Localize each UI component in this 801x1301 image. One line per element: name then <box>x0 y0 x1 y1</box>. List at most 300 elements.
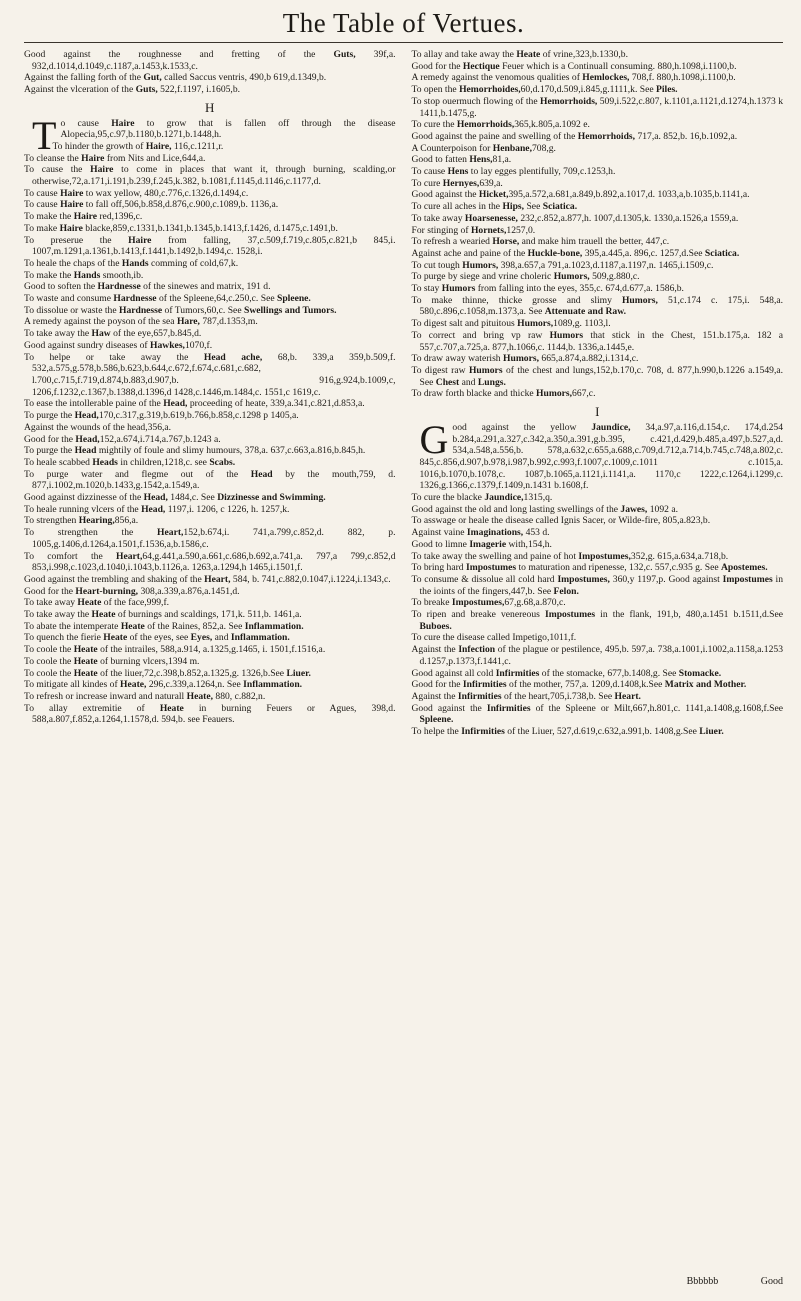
entry-keyword: Impostumes, <box>578 550 631 562</box>
entry-keyword: Haire <box>81 152 105 164</box>
index-entry <box>412 562 784 574</box>
entry-keyword: Hoarsenesse, <box>464 212 518 224</box>
entry-text: 1197,i. 1206, c 1226, h. 1257,k. <box>165 503 290 515</box>
index-entry <box>24 691 396 703</box>
footer <box>687 1276 783 1287</box>
section-letter: H <box>205 99 215 115</box>
entry-text: 717,a. 852,b. 16,b.1092,a. <box>635 130 738 142</box>
entry-text: smooth,ib. <box>100 269 144 281</box>
entry-text: To breake <box>411 597 452 609</box>
entry-text: 1257,0. <box>506 224 536 236</box>
entry-keyword: Attenuate and Raw. <box>544 306 627 318</box>
entry-text: Good for the <box>411 679 463 691</box>
entry-keyword: Hectique <box>462 60 500 72</box>
entry-keyword: Infirmities <box>462 679 507 691</box>
entry-text: in the ioints of the fingers,447,b. See <box>419 573 783 597</box>
entry-text: 708,f. 880,h.1098,i.1100,b. <box>629 72 736 84</box>
entry-keyword: Dizzinesse and Swimming. <box>217 492 326 504</box>
entry-text: mightily of foule and slimy humours, 378,a. 637,c.663,a.816,b.845,h. <box>96 445 366 457</box>
entry-text: To take away the swelling and paine of hot <box>411 550 579 562</box>
entry-text: 60,d.170,d.509,i.845,g.1111,k. See <box>520 84 656 96</box>
entry-keyword: Humors, <box>553 271 590 283</box>
section-letter: I <box>595 404 600 420</box>
index-entry <box>24 235 396 258</box>
index-entry <box>412 609 784 632</box>
entry-keyword: Hemlockes, <box>582 72 630 84</box>
entry-keyword: Heads <box>92 456 118 468</box>
index-entry <box>412 295 784 318</box>
entry-text: in children,1218,c. see <box>117 456 210 468</box>
entry-keyword: Haire <box>111 117 135 129</box>
index-entry <box>24 84 396 96</box>
index-entry <box>24 223 396 235</box>
entry-keyword: Hens <box>447 166 469 178</box>
entry-text: 68,b. 339,a 359,b.509,f. 532,a.575,g.578,b.586,b.623,b.644,c.672,f.674,c.681,c.682, l.700,c.715,f.719,d.874,b.883,d.907,b. 916,g.924,b.1009,c, 1206,f.1232,c.1367,b.1388,d.1396,d 1428,c.1446,m.1484,c. 1551,c 1619,c. <box>32 351 396 398</box>
entry-text: 34,a.97,a.116,d.154,c. 174,d.254 b.284,a.291,a.327,c.342,a.350,a.391,g.b.395, c.421,d.429,b.485,a.497,b.527,a,d. 534,a.548,a.556,b. 578,a.632,c.655,a.688,c.709,d.712,a.714,b.745,c.748,a.802,c. 845,c.856,d.907,b.978,i.987,b.992,c.993,f.1007,c.1009,c.1011 c.1015,a. 1016,b.1070,b.1078,c. 1087,b.1065,a.1121,i.1141,a. 1170,c 1222,c.1264,i.1299,c. 1326,g.1366,c.1379,f.1409,n.1431 b.1608,f. <box>419 421 784 492</box>
entry-keyword: Infirmities <box>486 702 531 714</box>
index-entry <box>412 416 784 492</box>
entry-text: 1484,c. See <box>167 492 218 504</box>
entry-keyword: Head <box>250 468 273 480</box>
entry-text: 296,c.339,a.1264,n. See <box>146 679 244 691</box>
entry-text: red,1396,c. <box>96 211 143 223</box>
entry-text: of the liuer,72,c.398,b.852,a.1325,g. 1326,b.See <box>97 667 287 679</box>
entry-text: of vrine,323,b.1330,b. <box>540 49 628 60</box>
entry-text: To make the <box>24 269 74 281</box>
entry-keyword: Heate, <box>186 690 213 702</box>
entry-keyword: Humors, <box>621 294 658 306</box>
index-entry <box>24 668 396 680</box>
entry-keyword: Scabs. <box>209 456 236 468</box>
entry-text: Against the falling forth of the <box>24 72 144 84</box>
entry-text: that stick in the Chest, 151.b.175,a. 182 a 557,c.707,a.725,a. 877,h.1066,c. 1144,b. 1336,a.1445,e. <box>419 329 783 353</box>
entry-text: To open the <box>411 84 460 96</box>
entry-text: 856,a. <box>114 515 139 527</box>
entry-text: of burnings and scaldings, 171,k. 511,b. 1461,a. <box>115 609 302 621</box>
entry-keyword: Hens, <box>469 154 493 166</box>
entry-text: 665,a.874,a.882,i.1314,c. <box>539 353 639 365</box>
entry-text: 708,g. <box>531 142 556 154</box>
entry-keyword: Liuer. <box>699 726 724 738</box>
index-entry <box>412 225 784 237</box>
index-entry <box>412 189 784 201</box>
index-entry <box>24 597 396 609</box>
entry-keyword: Head ache, <box>203 351 263 363</box>
index-entry <box>412 49 784 61</box>
entry-text: 365,k.805,a.1092 e. <box>514 119 590 131</box>
entry-text: To ripen and breake venereous <box>411 609 545 621</box>
entry-keyword: Inflammation. <box>244 620 304 632</box>
entry-keyword: Hearing, <box>78 515 115 527</box>
entry-text: To strengthen <box>24 515 79 527</box>
entry-keyword: Humors <box>468 364 503 376</box>
entry-text: 395,a.572,a.681,a.849,b.892,a.1017,d. 1033,a,b.1035,b.1141,a. <box>508 189 750 201</box>
entry-text: To allay extremitie of <box>24 702 160 714</box>
entry-keyword: Chest <box>435 376 460 388</box>
entry-text: To strengthen the <box>24 527 158 539</box>
entry-text: 1092 a. <box>647 503 678 515</box>
entry-text: with,154,h. <box>506 538 552 550</box>
entry-text: 67,g.68,a.870,c. <box>504 597 566 609</box>
entry-text: 170,c.317,g.319,b.619,b.766,b.858,c.1298 p 1405,a. <box>98 410 299 422</box>
header-rule <box>24 42 783 43</box>
entry-text: of the face,999,f. <box>101 597 170 609</box>
entry-text: 308,a.339,a.876,a.1451,d. <box>138 585 240 597</box>
entry-text: Against the <box>411 644 459 656</box>
index-entry <box>24 469 396 492</box>
entry-text: in burning Feuers or Agues, 398,d. 588,a.807,f.852,a.1264,1.1578,d. 594,b. see Feauers. <box>32 702 396 726</box>
index-entry <box>24 398 396 410</box>
entry-keyword: Head, <box>143 492 168 504</box>
drop-cap: T <box>32 112 57 158</box>
right-column <box>412 49 784 738</box>
index-entry <box>412 271 784 283</box>
entry-keyword: Lungs. <box>477 376 506 388</box>
index-entry <box>24 679 396 691</box>
entry-text: To take away the <box>24 328 92 340</box>
entry-text: Good to limne <box>411 538 470 550</box>
entry-keyword: Heate, <box>120 679 147 691</box>
index-entry <box>412 644 784 667</box>
index-entry <box>412 330 784 353</box>
index-entry <box>412 492 784 504</box>
entry-keyword: Head, <box>141 503 166 515</box>
entry-text: 152,a.674,i.714,a.767,b.1243 a. <box>99 433 221 445</box>
entry-keyword: Matrix and Mother. <box>664 679 747 691</box>
entry-keyword: Hands <box>121 257 149 269</box>
entry-keyword: Imaginations, <box>466 527 524 539</box>
entry-keyword: Imagerie <box>469 538 507 550</box>
entry-text: For stinging of <box>411 224 471 236</box>
index-entry <box>412 632 784 644</box>
entry-text: Against vaine <box>411 527 467 539</box>
entry-keyword: Heart. <box>614 690 641 702</box>
index-entry <box>24 586 396 598</box>
entry-keyword: Liuer. <box>286 667 311 679</box>
entry-text: ood against the yellow <box>452 421 592 433</box>
entry-text: To quench the fierie <box>24 632 104 644</box>
entry-text: 352,g. 615,a.634,a.718,b. <box>630 550 729 562</box>
entry-keyword: Impostumes <box>544 609 596 621</box>
entry-text: To cut tough <box>411 259 463 271</box>
entry-text: To hinder the growth of <box>52 140 146 152</box>
entry-text: To cleanse the <box>24 152 82 164</box>
entry-keyword: Apostemes. <box>720 562 768 574</box>
entry-text: Good against the trembling and shaking of the <box>24 573 205 585</box>
entry-text: and make him trauell the better, 447,c. <box>519 236 670 248</box>
entry-text: o cause <box>60 117 112 129</box>
entry-text: To cause <box>24 199 61 211</box>
entry-text: To cure the blacke <box>411 492 485 504</box>
index-entry <box>24 492 396 504</box>
entry-keyword: Sciatica. <box>704 247 740 259</box>
entry-text: To consume & dissolue all cold hard <box>411 573 558 585</box>
entry-keyword: Impostumes, <box>557 573 610 585</box>
entry-text: 667,c. <box>572 388 596 400</box>
entry-text: 1315,q. <box>523 492 553 504</box>
entry-text: To cure the <box>411 119 457 131</box>
entry-text: of the eye,657,b.845,d. <box>110 328 202 340</box>
entry-keyword: Heate <box>73 667 98 679</box>
entry-keyword: Jaundice, <box>591 421 631 433</box>
entry-text: from falling, 37,c.509,f.719,c.805,c.821,b 845,i. 1007,m.1291,a.1361,b.1413,f.1441,b.1492,b.1494,c. 1528,i. <box>32 234 396 258</box>
index-entry <box>24 632 396 644</box>
entry-keyword: Haire <box>128 234 152 246</box>
entry-keyword: Horse, <box>492 236 520 248</box>
entry-text: of the Raines, 852,a. See <box>144 620 245 632</box>
entry-keyword: Head, <box>163 398 188 410</box>
entry-keyword: Infection <box>458 644 496 656</box>
entry-text: Against the vlceration of the <box>24 84 136 96</box>
index-entry <box>412 691 784 703</box>
entry-text: to wax yellow, 480,c.776,c.1326,d.1494,c. <box>83 187 249 199</box>
index-entry <box>24 621 396 633</box>
entry-keyword: Haire <box>59 222 83 234</box>
entry-keyword: Heate <box>120 620 145 632</box>
entry-keyword: Jaundice, <box>484 492 524 504</box>
entry-text: To make the <box>24 211 74 223</box>
entry-text: 398,a.657,a 791,a.1023,d.1187,a.1197,n. 1465,i.1509,c. <box>498 259 714 271</box>
entry-keyword: Impostumes, <box>451 597 505 609</box>
entry-keyword: Henbane, <box>492 142 532 154</box>
index-entry <box>412 527 784 539</box>
entry-text: and <box>459 376 478 388</box>
entry-text: To bring hard <box>411 562 466 574</box>
entry-text: Against the <box>411 690 458 702</box>
entry-keyword: Spleene. <box>276 293 311 305</box>
index-entry <box>412 726 784 738</box>
index-entry <box>412 72 784 84</box>
index-entry <box>412 597 784 609</box>
entry-keyword: Heate <box>73 644 98 656</box>
index-entry <box>24 293 396 305</box>
entry-keyword: Heate <box>91 609 116 621</box>
index-entry <box>412 515 784 527</box>
entry-text: To make thinne, thicke grosse and slimy <box>411 294 622 306</box>
entry-text: 453 d. <box>523 527 550 539</box>
entry-text: Good against the paine and swelling of the <box>411 130 578 142</box>
entry-text: 639,a. <box>479 177 503 189</box>
entry-keyword: Hands <box>73 269 101 281</box>
entry-keyword: Heart, <box>204 573 231 585</box>
entry-text: and <box>212 632 231 644</box>
index-entry <box>412 703 784 726</box>
entry-keyword: Guts, <box>135 84 158 96</box>
entry-text: Against ache and paine of the <box>411 247 528 259</box>
entry-text: Good against the <box>411 702 487 714</box>
entry-keyword: Hardnesse <box>118 304 163 316</box>
entry-keyword: Haire <box>73 211 97 223</box>
catchword: Good <box>760 1276 783 1287</box>
entry-text: 522,f.1197, i.1605,b. <box>157 84 241 96</box>
entry-keyword: Head <box>74 445 97 457</box>
index-entry <box>412 353 784 365</box>
entry-keyword: Hemorrhoids, <box>540 95 598 107</box>
entry-text: To purge by siege and vrine choleric <box>411 271 554 283</box>
entry-text: Good against the roughnesse and fretting of the <box>24 49 334 60</box>
entry-text: To cure <box>411 177 443 189</box>
entry-keyword: Haire <box>90 164 114 176</box>
index-entry <box>24 527 396 550</box>
entry-keyword: Hicket, <box>478 189 509 201</box>
drop-cap: G <box>419 416 449 462</box>
entry-text: To abate the intemperate <box>24 620 121 632</box>
entry-keyword: Haire, <box>145 140 172 152</box>
entry-text: To coole the <box>24 655 74 667</box>
entry-text: to grow that is fallen off through the disease Alopecia,95,c.97,b.1180,b.1271,b.1448,h. <box>60 117 396 141</box>
entry-text: To preserue the <box>24 234 129 246</box>
index-entry <box>412 388 784 400</box>
index-entry <box>412 248 784 260</box>
index-entry <box>412 283 784 295</box>
entry-text: of the mother, 757,a. 1209,d.1408,k.See <box>506 679 665 691</box>
entry-text: of the intrailes, 588,a.914, a.1325,g.1465, i. 1501,f.1516,a. <box>97 644 326 656</box>
entry-text: To heale running vlcers of the <box>24 503 142 515</box>
entry-text: To waste and consume <box>24 293 114 305</box>
entry-keyword: Humors, <box>462 259 499 271</box>
index-entry <box>24 551 396 574</box>
index-entry <box>412 539 784 551</box>
index-entry <box>24 316 396 328</box>
entry-text: 360,y 1197,p. Good against <box>609 573 723 585</box>
entry-keyword: Haire <box>60 199 84 211</box>
entry-keyword: Piles. <box>656 84 678 96</box>
index-entry <box>24 328 396 340</box>
index-entry <box>24 434 396 446</box>
entry-text: 116,c.1211,r. <box>171 140 224 152</box>
entry-text: of the Liuer, 527,d.619,c.632,a.991,b. 1408,g.See <box>504 726 700 738</box>
entry-keyword: Heate <box>77 597 102 609</box>
entry-text: Good against the old and long lasting swellings of the <box>411 503 621 515</box>
entry-text: of the Spleene or Milt,667,h.801,c. 1141,a.1408,g.1608,f.See <box>530 702 783 714</box>
index-entry <box>24 211 396 223</box>
entry-text: 64,g.441,a.590,a.661,c.686,b.692,a.741,a. 797,a 799,c.852,d 853,i.998,c.1023,d.1040,i.1043,b.1126,a. 1263,a.1294,h 1465,i.1501,f. <box>32 550 396 574</box>
left-column <box>24 49 396 738</box>
index-entry <box>412 318 784 330</box>
entry-text: 152,b.674,i. 741,a.799,c.852,d. 882, p. 1005,g.1406,d.1264,a.1501,f.1536,a,b.1586,c. <box>32 527 396 550</box>
entry-keyword: Haw <box>91 328 111 340</box>
entry-text: Good for the <box>411 60 463 72</box>
entry-text: of the Spleene,64,c.250,c. See <box>156 293 277 305</box>
entry-text: of the plague or pestilence, 495,b. 597,a. 738,a.1001,i.1002,a.1158,a.1253 d.1257,p.1373,f.1441,c. <box>419 644 783 667</box>
index-entry <box>412 260 784 272</box>
entry-text: To allay and take away the <box>411 49 517 60</box>
index-entry <box>24 340 396 352</box>
entry-text: A remedy against the poyson of the sea <box>24 316 177 328</box>
entry-keyword: Hemorrhoids, <box>577 130 636 142</box>
entry-keyword: Heart-burning, <box>75 585 139 597</box>
entry-text: To purge the <box>24 410 75 422</box>
entry-text: To draw forth blacke and thicke <box>411 388 537 400</box>
entry-keyword: Hare, <box>176 316 200 328</box>
index-entry <box>412 201 784 213</box>
index-entry <box>412 61 784 73</box>
entry-text: to lay egges plentifully, 709,c.1253,h. <box>468 166 616 178</box>
entry-text: of the sinewes and matrix, 191 d. <box>140 281 271 293</box>
index-entry <box>24 153 396 165</box>
entry-keyword: Humors <box>549 329 584 341</box>
entry-keyword: Head, <box>75 433 100 445</box>
entry-keyword: Humors, <box>503 353 539 365</box>
entry-text: To dissolue or waste the <box>24 304 119 316</box>
entry-text: proceeding of heate, 339,a.341,c.821,d.853,a. <box>187 398 365 410</box>
entry-keyword: Swellings and Tumors. <box>243 304 337 316</box>
entry-text: to maturation and ripenesse, 132,c. 557,c.935 g. See <box>516 562 721 574</box>
page-header: The Table of Vertues. <box>282 8 525 38</box>
entry-text: Good for the <box>24 433 76 445</box>
entry-text: Against the wounds of the head,356,a. <box>24 421 172 433</box>
entry-keyword: Infirmities <box>461 726 505 738</box>
entry-text: To coole the <box>24 667 74 679</box>
entry-keyword: Heate <box>516 49 541 60</box>
entry-keyword: Hornets, <box>470 224 507 236</box>
entry-text: of Tumors,60,c. See <box>162 304 244 316</box>
entry-text: To digest salt and pituitous <box>411 318 518 330</box>
entry-text: To ease the intollerable paine of the <box>24 398 164 410</box>
entry-text: A Counterpoison for <box>411 142 493 154</box>
entry-text: 1070,f. <box>184 339 213 351</box>
entry-keyword: Sciatica. <box>542 201 578 213</box>
entry-keyword: Hernyes, <box>442 177 480 189</box>
entry-keyword: Stomacke. <box>678 667 722 679</box>
index-entry <box>412 213 784 225</box>
entry-keyword: Infirmities <box>495 667 540 679</box>
index-entry <box>412 84 784 96</box>
entry-text: To make <box>24 222 60 234</box>
entry-keyword: Hardnesse <box>97 281 141 293</box>
entry-text: To cause the <box>24 164 91 176</box>
entry-text: 880, c.882,n. <box>213 690 266 702</box>
entry-keyword: Head, <box>74 410 99 422</box>
entry-text: comming of cold,67,k. <box>148 257 239 269</box>
entry-keyword: Guts, <box>333 49 356 60</box>
entry-text: 1089,g. 1103,l. <box>553 318 611 330</box>
index-entry <box>412 178 784 190</box>
entry-text: To heale the chaps of the <box>24 257 122 269</box>
entry-text: 584, b. 741,c.882,0.1047,i.1224,i.1343,c. <box>230 573 391 585</box>
entry-text: To mitigate all kindes of <box>24 679 121 691</box>
index-entry <box>24 49 396 72</box>
entry-text: To comfort the <box>24 550 117 562</box>
entry-keyword: Hardnesse <box>113 293 157 305</box>
entry-keyword: Humors, <box>517 318 554 330</box>
index-entry <box>24 574 396 586</box>
index-entry <box>24 656 396 668</box>
entry-text: To take away the <box>24 609 92 621</box>
index-entry <box>24 270 396 282</box>
index-entry <box>412 143 784 155</box>
entry-text: 232,c.852,a.877,h. 1007,d.1305,k. 1330,a.1526,a 1559,a. <box>517 212 739 224</box>
entry-keyword: Hawkes, <box>150 339 185 351</box>
entry-keyword: Gut, <box>143 72 162 84</box>
entry-keyword: Heate <box>103 632 128 644</box>
index-entry <box>24 515 396 527</box>
entry-text: 81,a. <box>492 154 512 166</box>
entry-text: To asswage or heale the disease called Ignis Sacer, or Wilde-fire, 805,a.823,b. <box>411 515 711 527</box>
entry-text: To heale scabbed <box>24 456 93 468</box>
entry-text: blacke,859,c.1331,b.1341,b.1345,b.1413,f.1426, d.1475,c.1491,b. <box>82 222 338 234</box>
entry-text: Good against the <box>411 189 479 201</box>
entry-keyword: Hemorrhoids, <box>456 119 515 131</box>
entry-text: of burning vlcers,1394 m. <box>97 655 200 667</box>
signature-mark: Bbbbbb <box>686 1276 719 1287</box>
entry-keyword: Felon. <box>553 585 579 597</box>
entry-keyword: Buboes. <box>419 620 452 632</box>
entry-text: To refresh a wearied <box>411 236 493 248</box>
entry-keyword: Haire <box>60 187 84 199</box>
entry-keyword: Humors, <box>536 388 573 400</box>
entry-text: To cause <box>24 187 61 199</box>
